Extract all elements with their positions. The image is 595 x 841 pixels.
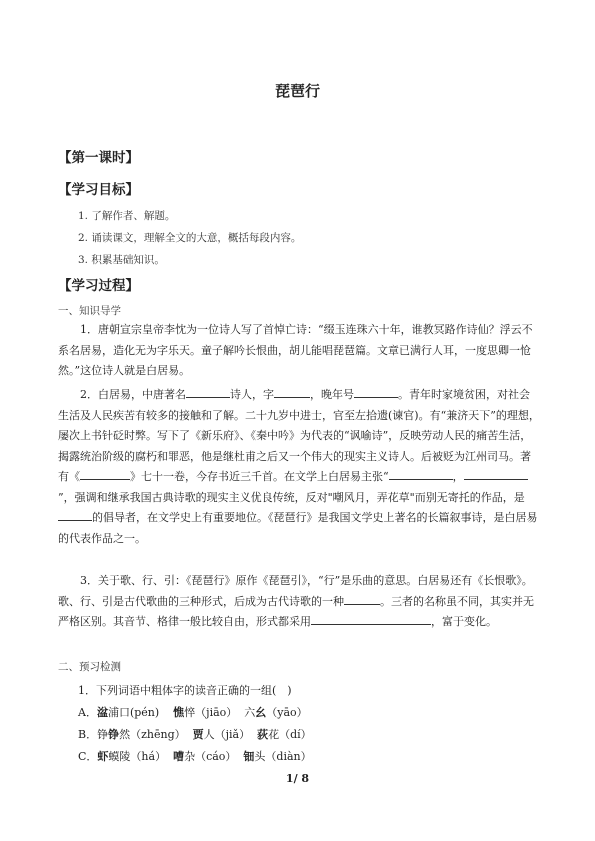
bold-char: 钿 [243, 750, 255, 763]
bold-char: 贾 [192, 728, 204, 741]
p2-text: ，晚年号 [310, 388, 354, 401]
option-text: 杂（cáo） [184, 750, 237, 763]
option-a[interactable] [78, 704, 308, 720]
option-text: 花（dí） [268, 728, 312, 741]
bold-char: 湓 [96, 706, 108, 719]
p2-text: 的倡导者，在文学史上有重要地位。《琵琶行》是我国文学史上著名的长篇叙事诗，是白居易的代表作品之一。 [58, 511, 538, 545]
option-text: 六 [244, 706, 256, 719]
p2-text: 诗人，字 [230, 388, 274, 401]
p2-text: 。青年时家境贫困，对社会生活及人民疾苦有较多的接触和了解。二十九岁中进士，官至左拾遗(谏官)。有“兼济天下”的理想，屡次上书针砭时弊。写下了《新乐府》、《秦中吟》为代表的“讽喻诗”，反映劳动人民的痛苦生活，揭露统治阶级的腐朽和罪恶，他是继杜甫之后又一个伟大的现实主义诗人。后被贬为江州司马。著有《 [58, 388, 540, 483]
p2-text: 2．白居易，中唐著名 [80, 388, 186, 401]
heading-process: 【学习过程】 [58, 278, 139, 294]
bold-char: 嘈 [173, 750, 185, 763]
page-title: 琵琶行 [274, 82, 320, 100]
option-text: 悴（jiāo） [184, 706, 238, 719]
p3-text: ，富于变化。 [431, 615, 497, 628]
p2-text: ， [452, 470, 464, 483]
p3-text: 3．关于歌、行、引：《琵琶行》原作《琵琶引》，“行”是乐曲的意思。白居易还有《长恨歌》。歌、行、引是古代歌曲的三种形式，后成为古代诗歌的一种 [58, 574, 533, 608]
heading-goals: 【学习目标】 [58, 182, 139, 198]
blank-field[interactable] [464, 468, 528, 480]
paragraph-1-text: 1．唐朝宣宗皇帝李忱为一位诗人写了首悼亡诗：“缀玉连珠六十年，谁教冥路作诗仙？浮云不系名居易，造化无为字乐天。童子解吟长恨曲，胡儿能唱琵琶篇。文章已满行人耳，一度思卿一怆然。”这位诗人就是白居易。 [58, 323, 533, 377]
option-label: A． [78, 706, 97, 719]
p2-text: 》七十一卷，今存书近三千首。在文学上白居易主张“ [130, 470, 389, 483]
paragraph-1 [58, 320, 540, 382]
bold-char: 虾 [97, 750, 109, 763]
option-text: 头（diàn） [254, 750, 312, 763]
section-knowledge-guide: 一、知识导学 [58, 305, 121, 317]
blank-field[interactable] [344, 593, 380, 605]
page-number: 1/ 8 [285, 772, 310, 785]
blank-field[interactable] [186, 386, 230, 398]
blank-field[interactable] [354, 386, 398, 398]
paragraph-2 [58, 385, 540, 549]
blank-field[interactable] [58, 509, 92, 521]
paragraph-3 [58, 571, 540, 633]
question-1: 1．下列词语中粗体字的读音正确的一组( ) [78, 684, 292, 697]
bold-char: 憔 [173, 706, 185, 719]
objective-item: 2. 诵读课文，理解全文的大意，概括每段内容。 [78, 232, 302, 244]
option-text: 人（jiǎ） [203, 728, 251, 741]
p3-text: 。三者的名称虽不同，其实并无严格区别。其音节、格律一般比较自由，形式都采用 [58, 594, 534, 628]
bold-char: 荻 [257, 728, 269, 741]
section-preview-check: 二、预习检测 [58, 661, 121, 673]
blank-field[interactable] [80, 468, 130, 480]
blank-field[interactable] [274, 386, 310, 398]
blank-field[interactable] [311, 613, 431, 625]
option-c[interactable] [78, 748, 312, 764]
option-text: 铮 [97, 728, 109, 741]
option-text: 然（zhēng） [119, 728, 186, 741]
blank-field[interactable] [389, 468, 453, 480]
bold-char: 幺 [255, 706, 267, 719]
bold-char: 铮 [108, 728, 120, 741]
heading-lesson: 【第一课时】 [58, 150, 139, 166]
option-label: B． [78, 728, 98, 741]
option-b[interactable] [78, 726, 312, 742]
option-text: 浦口(pén) [107, 706, 160, 719]
option-text: （yāo） [266, 706, 308, 719]
objective-item: 1. 了解作者、解题。 [78, 210, 176, 222]
objective-item: 3. 积累基础知识。 [78, 254, 165, 266]
p2-text: ”，强调和继承我国古典诗歌的现实主义优良传统，反对"嘲风月，弄花草"而别无寄托的作品，是 [58, 490, 525, 504]
option-text: 蟆陵（há） [108, 750, 167, 763]
option-label: C． [78, 750, 98, 763]
